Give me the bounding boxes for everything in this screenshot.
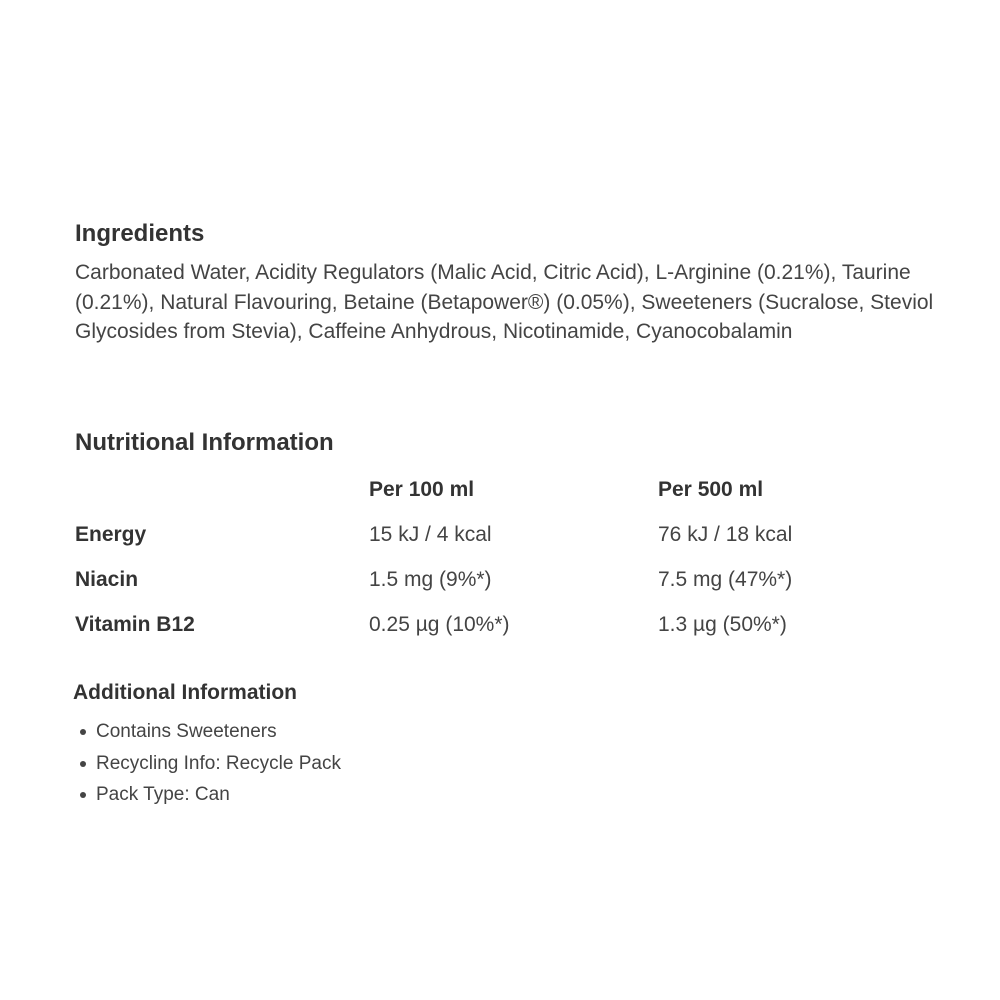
- nutrition-row-energy: [75, 517, 875, 562]
- nutrition-column-header-per-500ml: Per 500 ml: [658, 478, 764, 501]
- ingredients-text: Carbonated Water, Acidity Regulators (Malic Acid, Citric Acid), L-Arginine (0.21%), Taurine (0.21%), Natural Flavouring, Betaine (Betapower®) (0.05%), Sweeteners (Sucralose, Steviol Glycosides from Stevia), Caffeine Anhydrous, Nicotinamide, Cyanocobalamin: [75, 261, 934, 343]
- bullet-icon: [80, 761, 86, 767]
- nutrition-table: [75, 472, 875, 652]
- nutrition-heading: Nutritional Information: [75, 429, 334, 456]
- nutrition-row-niacin: [75, 562, 875, 607]
- nutrition-row-label: Vitamin B12: [75, 613, 195, 636]
- nutrition-value-per-500ml: 7.5 mg (47%*): [658, 568, 793, 591]
- list-item-text: Recycling Info: Recycle Pack: [96, 752, 341, 774]
- nutrition-value-per-500ml: 76 kJ / 18 kcal: [658, 523, 793, 546]
- nutrition-value-per-100ml: 15 kJ / 4 kcal: [369, 523, 492, 546]
- bullet-icon: [80, 729, 86, 735]
- list-item: [75, 716, 341, 748]
- nutrition-row-vitamin-b12: [75, 607, 875, 652]
- nutrition-column-header-per-100ml: Per 100 ml: [369, 478, 475, 501]
- nutrition-value-per-100ml: 1.5 mg (9%*): [369, 568, 492, 591]
- nutrition-row-label: Niacin: [75, 568, 139, 591]
- nutrition-value-per-500ml: 1.3 µg (50%*): [658, 613, 787, 636]
- list-item-text: Pack Type: Can: [96, 784, 230, 805]
- nutrition-row-label: Energy: [75, 523, 147, 546]
- bullet-icon: [80, 792, 86, 798]
- nutrition-table-header: [75, 472, 875, 517]
- additional-info-heading: Additional Information: [73, 681, 297, 704]
- list-item-text: Contains Sweeteners: [96, 721, 277, 742]
- nutrition-value-per-100ml: 0.25 µg (10%*): [369, 613, 510, 636]
- ingredients-heading: Ingredients: [75, 220, 205, 247]
- list-item: [75, 748, 341, 780]
- list-item: [75, 779, 341, 811]
- additional-info-list: [75, 716, 341, 811]
